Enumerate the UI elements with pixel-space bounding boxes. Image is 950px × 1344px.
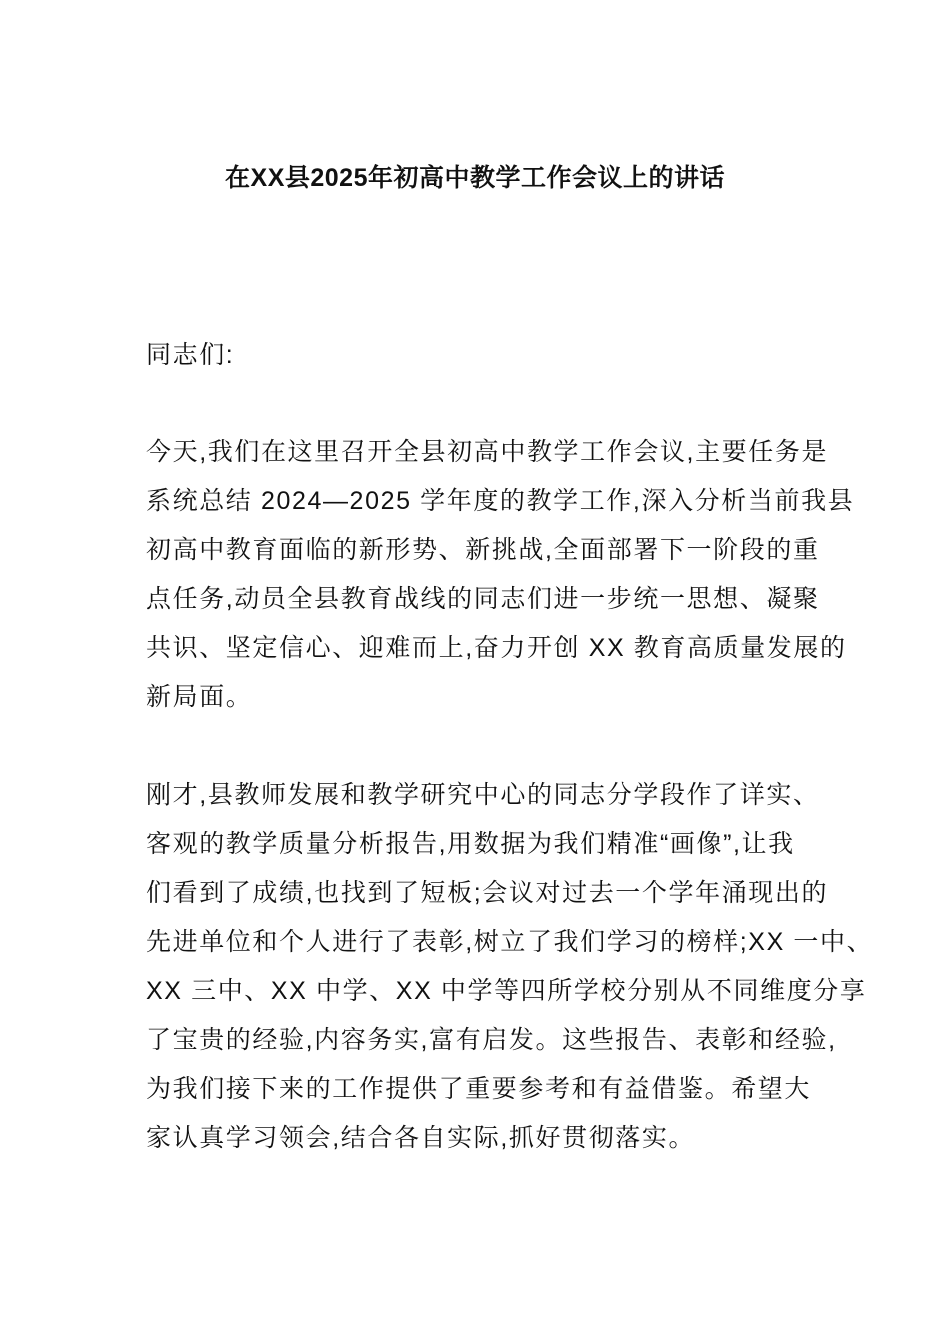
- paragraph-line: 了宝贵的经验,内容务实,富有启发。这些报告、表彰和经验,: [146, 1026, 837, 1054]
- greeting: [146, 331, 826, 380]
- greeting-text: 同志们:: [146, 341, 235, 369]
- paragraph-line: 初高中教育面临的新形势、新挑战,全面部署下一阶段的重: [146, 536, 820, 564]
- paragraph-line: 刚才,县教师发展和教学研究中心的同志分学段作了详实、: [146, 781, 820, 809]
- document-title: 在XX县2025年初高中教学工作会议上的讲话: [225, 164, 725, 192]
- paragraph-line: 系统总结 2024—2025 学年度的教学工作,深入分析当前我县: [146, 487, 855, 515]
- paragraph-line: 共识、坚定信心、迎难而上,奋力开创 XX 教育高质量发展的: [146, 634, 847, 662]
- paragraph-line: 点任务,动员全县教育战线的同志们进一步统一思想、凝聚: [146, 585, 820, 613]
- paragraph-line: 先进单位和个人进行了表彰,树立了我们学习的榜样;XX 一中、: [146, 928, 874, 956]
- paragraph-line: 客观的教学质量分析报告,用数据为我们精准“画像”,让我: [146, 830, 795, 858]
- paragraph-line: 新局面。: [146, 683, 253, 711]
- paragraph-line: 家认真学习领会,结合各自实际,抓好贯彻落实。: [146, 1124, 696, 1152]
- paragraph-2: [146, 771, 874, 1163]
- paragraph-line: 为我们接下来的工作提供了重要参考和有益借鉴。希望大: [146, 1075, 812, 1103]
- paragraph-line: XX 三中、XX 中学、XX 中学等四所学校分别从不同维度分享: [146, 977, 867, 1005]
- paragraph-1: [146, 428, 855, 722]
- paragraph-line: 今天,我们在这里召开全县初高中教学工作会议,主要任务是: [146, 438, 829, 466]
- paragraph-line: 们看到了成绩,也找到了短板;会议对过去一个学年涌现出的: [146, 879, 829, 907]
